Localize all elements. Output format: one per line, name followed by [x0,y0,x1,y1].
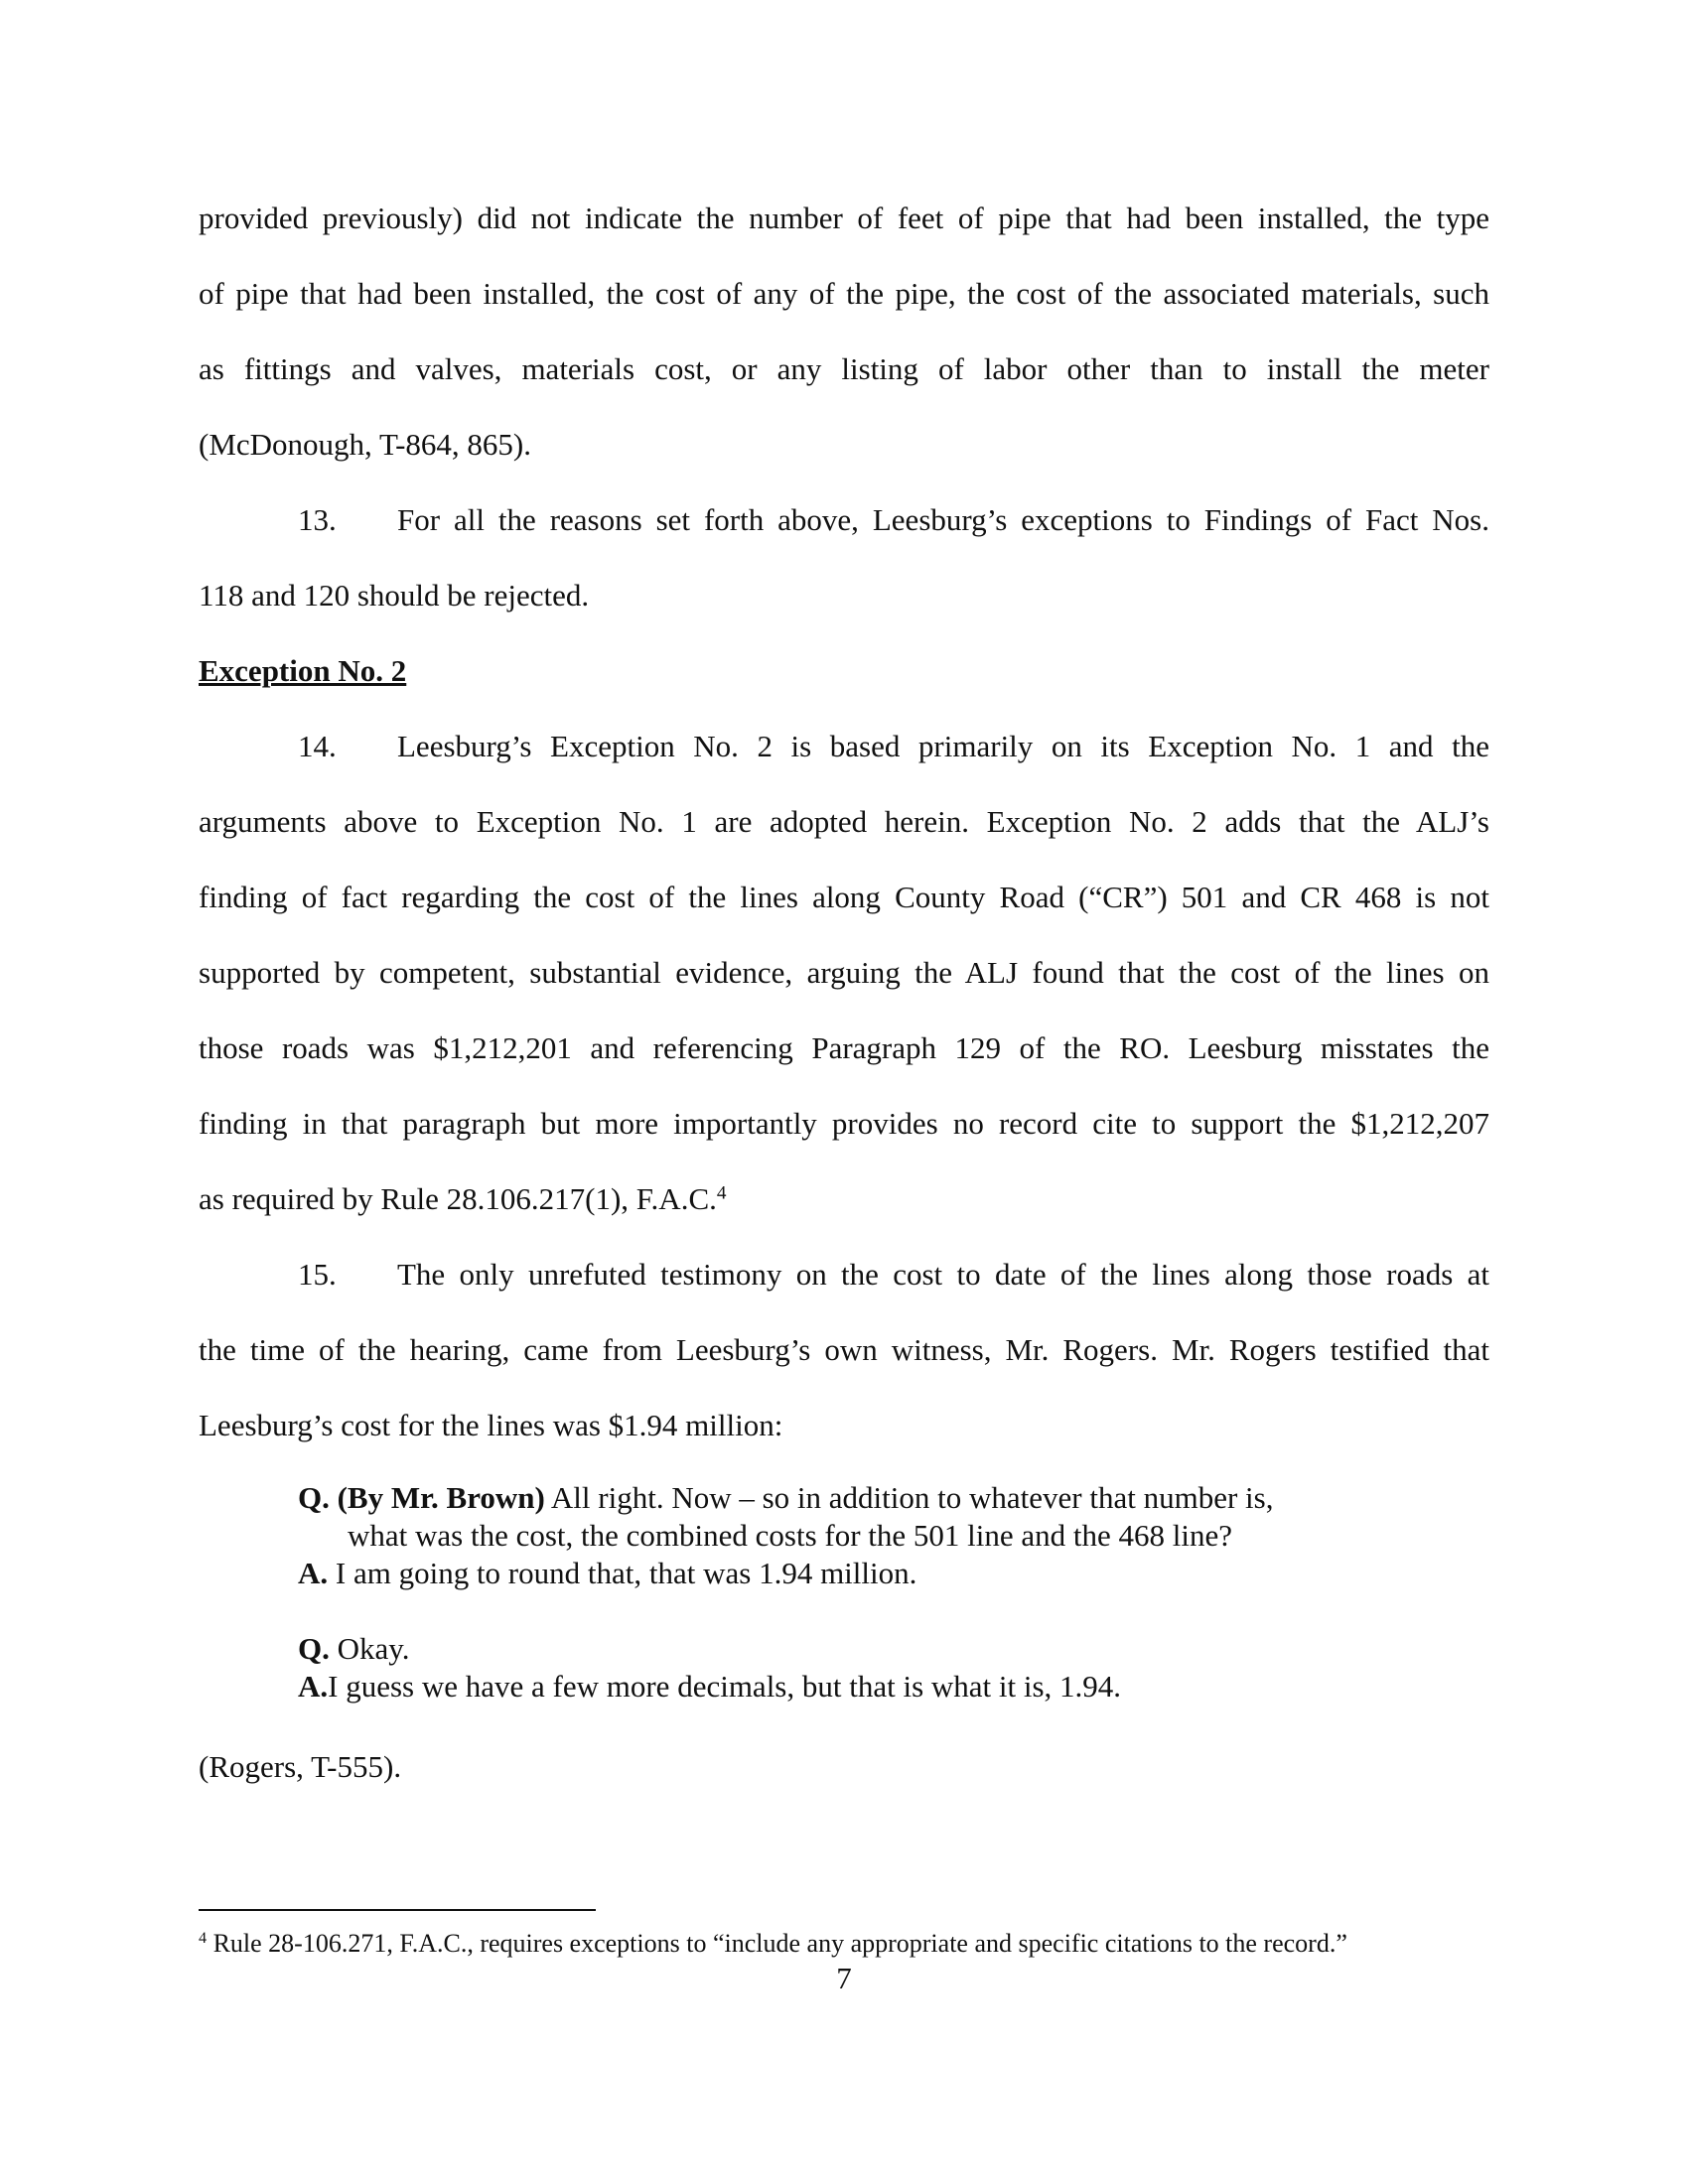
paragraph-12-line-4: (McDonough, T-864, 865). [199,427,531,462]
footnote-reference-4[interactable]: 4 [716,1182,727,1204]
question-1-line-2: what was the cost, the combined costs for the 501 line and the 468 line? [348,1518,1233,1553]
paragraph-14-line-7 [199,1179,1489,1219]
question-label-1: Q. (By Mr. Brown) [298,1480,545,1515]
paragraph-12-line-3: as fittings and valves, materials cost, or any listing of labor other than to install the meter [199,351,1489,386]
answer-2-text: I guess we have a few more decimals, but that is what it is, 1.94. [328,1669,1122,1704]
answer-1-text: I am going to round that, that was 1.94 million. [335,1556,917,1590]
paragraph-13-line-2: 118 and 120 should be rejected. [199,578,590,613]
paragraph-12-line-2: of pipe that had been installed, the cost of any of the pipe, the cost of the associated materials, such [199,276,1489,311]
paragraph-15-line-2: the time of the hearing, came from Leesburg’s own witness, Mr. Rogers. Mr. Rogers testified that [199,1332,1489,1367]
testimony-citation: (Rogers, T-555). [199,1749,402,1784]
paragraph-15-line-3: Leesburg’s cost for the lines was $1.94 million: [199,1408,783,1442]
paragraph-14-line-2: arguments above to Exception No. 1 are adopted herein. Exception No. 2 adds that the ALJ’s [199,804,1489,839]
testimony-answer-2 [298,1668,1390,1706]
paragraph-15-line-1: The only unrefuted testimony on the cost to date of the lines along those roads at [397,1257,1489,1292]
testimony-question-1 [298,1479,1390,1517]
paragraph-13-line-1: For all the reasons set forth above, Leesburg’s exceptions to Findings of Fact Nos. [397,502,1489,537]
section-heading-exception-2: Exception No. 2 [199,653,407,688]
footnote-marker: 4 [199,1930,208,1948]
testimony-question-2 [298,1630,1390,1668]
paragraph-12-line-1: provided previously) did not indicate the number of feet of pipe that had been installed, the type [199,201,1489,235]
paragraph-14-line-3: finding of fact regarding the cost of the lines along County Road (“CR”) 501 and CR 468 is not [199,880,1489,914]
footnote-4 [199,1927,1489,1961]
question-label-2: Q. [298,1631,330,1666]
paragraph-15-number: 15. [298,1257,337,1292]
paragraph-14-line-7-text: as required by Rule 28.106.217(1), F.A.C. [199,1181,717,1216]
question-2-text: Okay. [337,1631,410,1666]
paragraph-14-line-4: supported by competent, substantial evidence, arguing the ALJ found that the cost of the lines on [199,955,1489,990]
footnote-divider [199,1909,596,1911]
paragraph-14-number: 14. [298,729,337,763]
answer-label-2: A. [298,1669,329,1704]
paragraph-14-line-6: finding in that paragraph but more importantly provides no record cite to support the $1,212,207 [199,1106,1489,1141]
answer-label-1: A. [298,1556,329,1590]
paragraph-14-line-1: Leesburg’s Exception No. 2 is based primarily on its Exception No. 1 and the [397,729,1489,763]
paragraph-14-line-5: those roads was $1,212,201 and referencing Paragraph 129 of the RO. Leesburg misstates the [199,1030,1489,1065]
question-1-line-1: All right. Now – so in addition to whatever that number is, [550,1480,1274,1515]
paragraph-13-number: 13. [298,502,337,537]
footnote-text: Rule 28-106.271, F.A.C., requires exceptions to “include any appropriate and specific citations to the record.” [212,1929,1347,1958]
page-number: 7 [836,1961,852,1995]
testimony-answer-1 [298,1555,1390,1592]
